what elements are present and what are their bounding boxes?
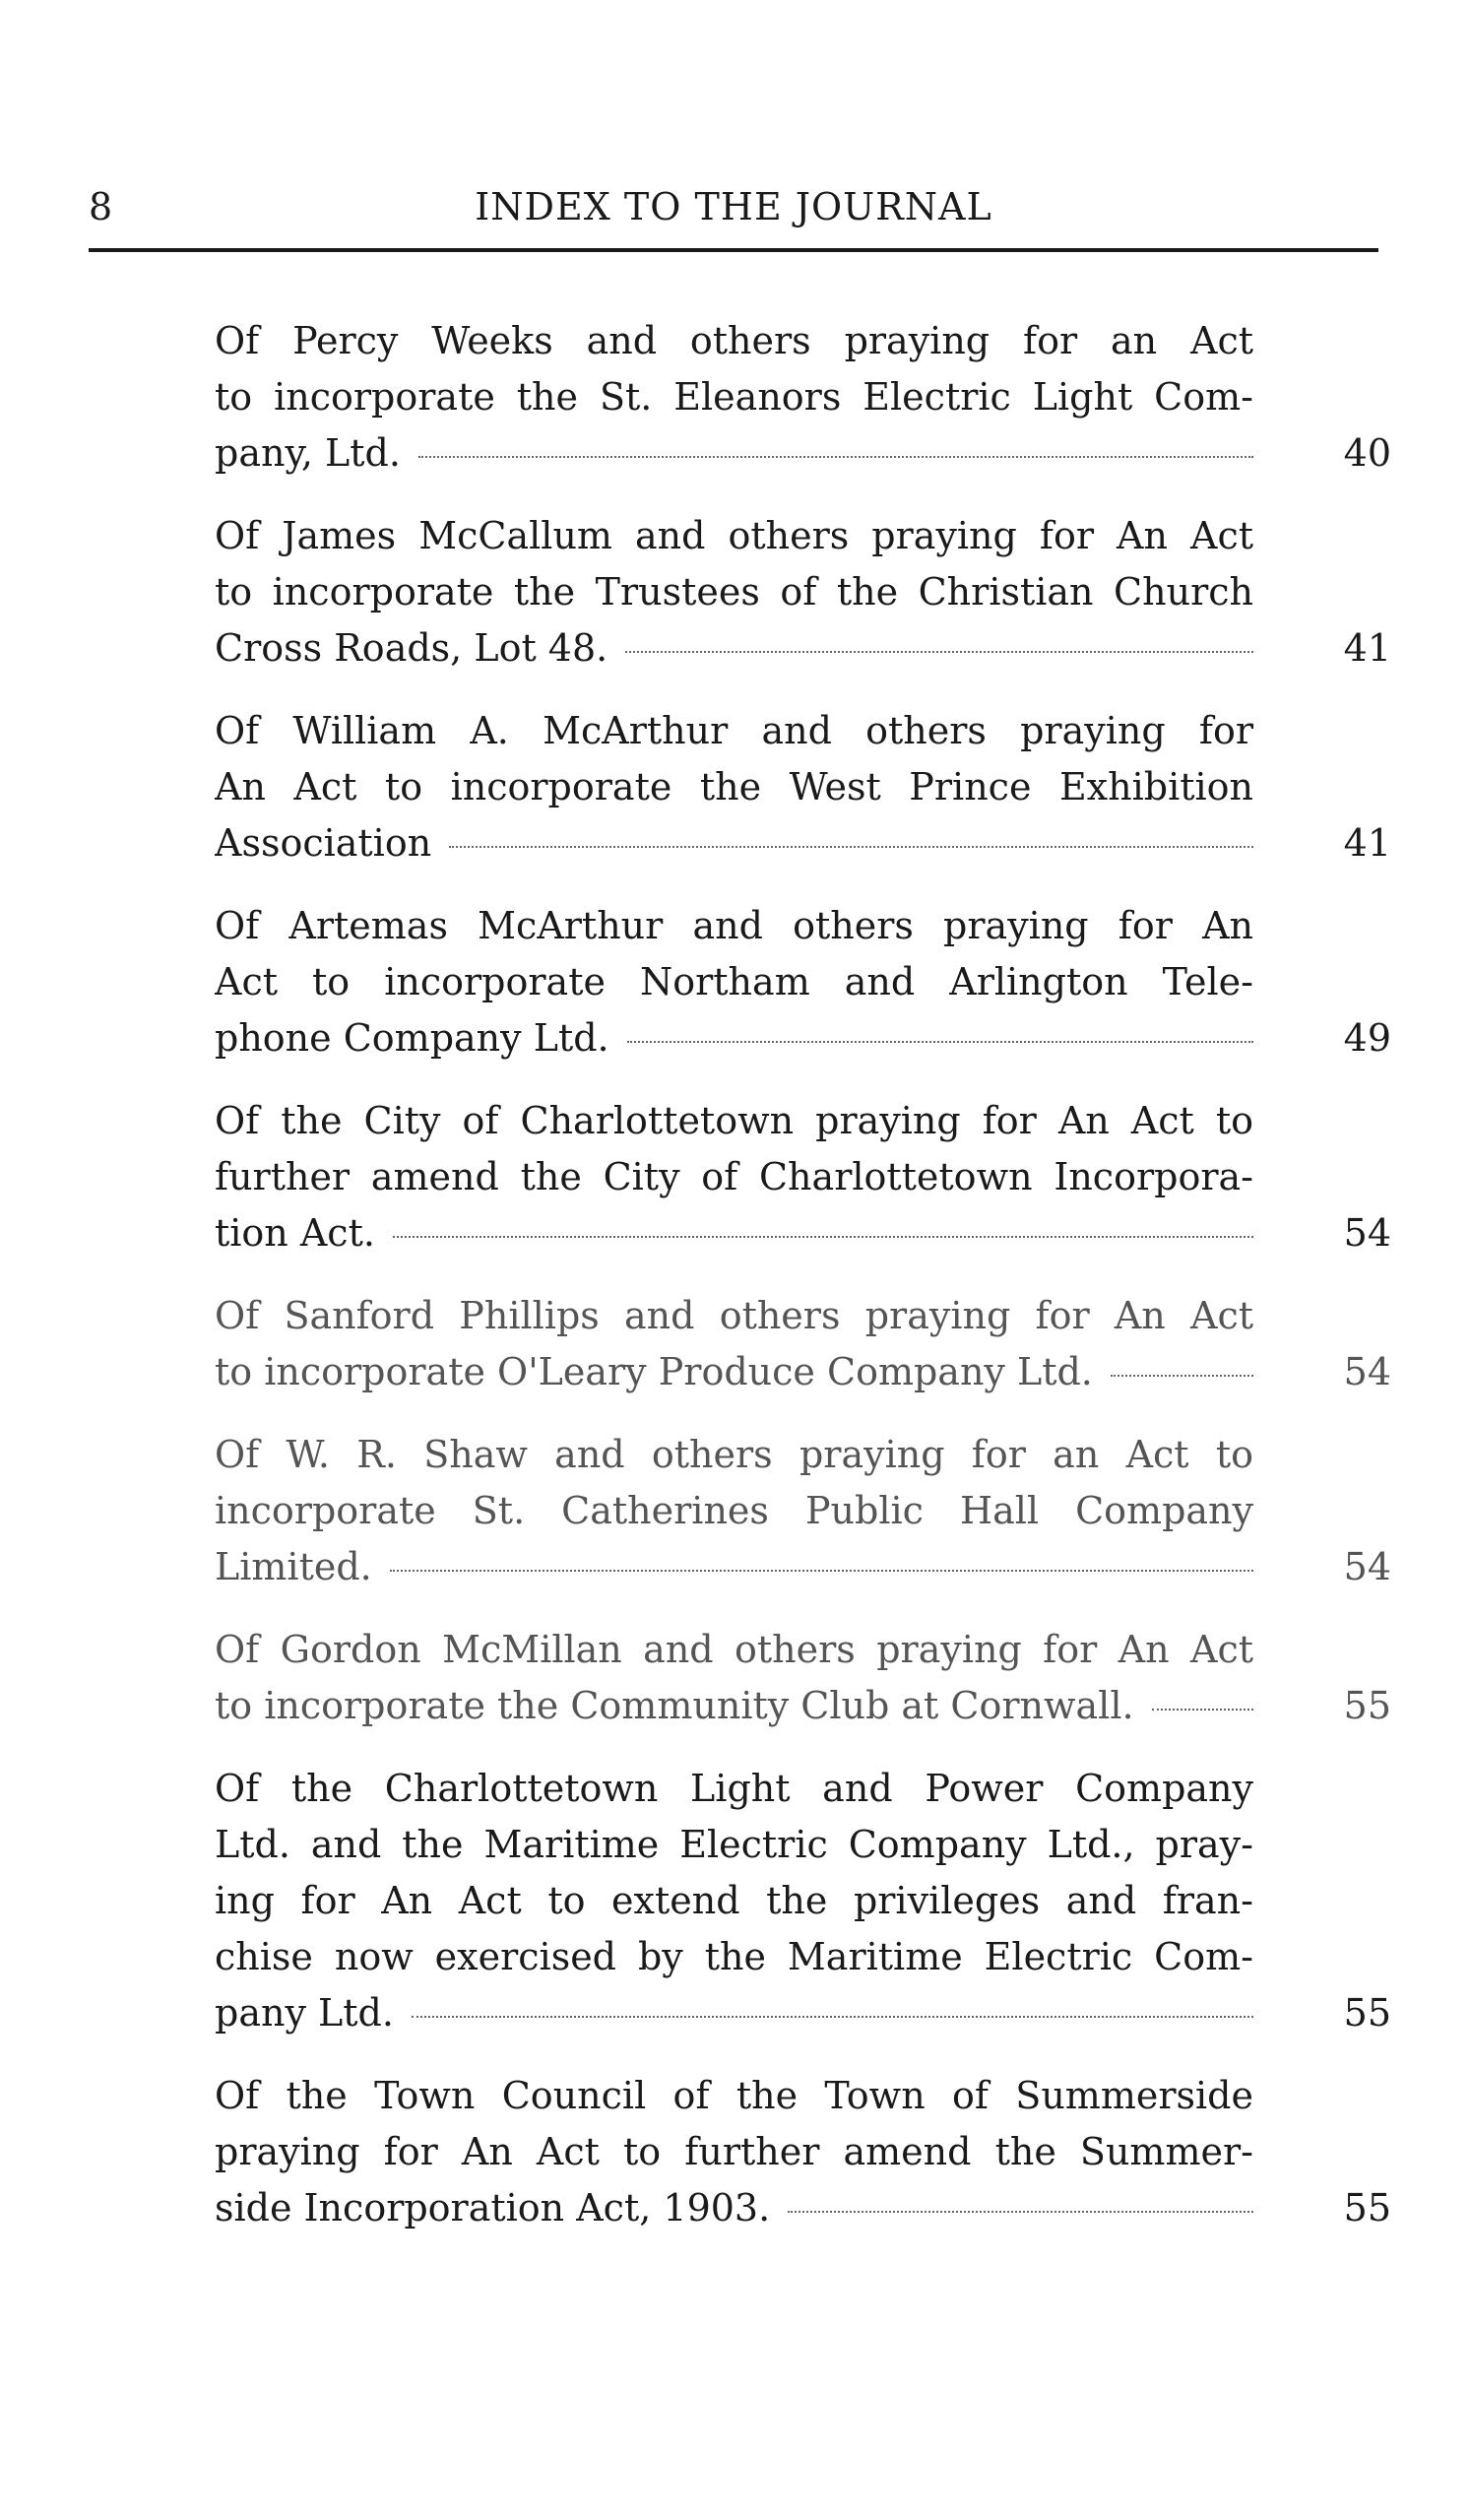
entry-line: Cross Roads, Lot 48. (215, 626, 608, 670)
index-entry (215, 313, 1391, 482)
entry-line: Of the City of Charlottetown praying for An Act to (215, 1099, 1253, 1142)
entry-line: An Act to incorporate the West Prince Exhibition (215, 765, 1253, 808)
entry-text (215, 898, 1253, 1066)
index-entries (215, 313, 1391, 2263)
dot-leader (1152, 1709, 1253, 1711)
entry-page-number: 54 (1343, 1350, 1391, 1393)
entry-line: tion Act. (215, 1211, 375, 1255)
entry-page-number: 55 (1343, 1991, 1391, 2035)
dot-leader (1111, 1375, 1253, 1377)
entry-line: chise now exercised by the Maritime Electric Com- (215, 1935, 1253, 1978)
entry-line: to incorporate the St. Eleanors Electric Light Com- (215, 375, 1253, 419)
dot-leader (627, 1041, 1253, 1043)
index-entry (215, 1288, 1391, 1400)
entry-line: Of Sanford Phillips and others praying for An Act (215, 1294, 1253, 1337)
index-entry (215, 1427, 1391, 1595)
header-rule (89, 248, 1378, 252)
entry-line: to incorporate O'Leary Produce Company Ltd. (215, 1350, 1093, 1393)
entry-line: Of the Charlottetown Light and Power Company (215, 1767, 1253, 1810)
index-entry (215, 508, 1391, 677)
dot-leader (393, 1236, 1253, 1238)
dot-leader (449, 846, 1253, 848)
index-entry (215, 2068, 1391, 2236)
entry-page-number: 54 (1343, 1211, 1391, 1255)
entry-line: pany, Ltd. (215, 431, 401, 475)
entry-line: Of the Town Council of the Town of Summerside (215, 2074, 1253, 2117)
entry-line: Of Percy Weeks and others praying for an Act (215, 319, 1253, 362)
index-entry (215, 898, 1391, 1066)
index-entry (215, 1622, 1391, 1734)
dot-leader (788, 2211, 1253, 2213)
entry-line: ing for An Act to extend the privileges and fran- (215, 1879, 1253, 1922)
entry-line: Ltd. and the Maritime Electric Company Ltd., pray- (215, 1823, 1253, 1866)
entry-page-number: 41 (1343, 626, 1391, 670)
dot-leader (418, 456, 1253, 458)
entry-page-number: 55 (1343, 2186, 1391, 2229)
entry-line: further amend the City of Charlottetown Incorpora- (215, 1155, 1253, 1198)
entry-text (215, 1622, 1253, 1734)
entry-text (215, 1761, 1253, 2041)
dot-leader (625, 651, 1253, 653)
page-number: 8 (89, 185, 113, 228)
dot-leader (390, 1570, 1253, 1572)
entry-text (215, 703, 1253, 872)
entry-page-number: 55 (1343, 1684, 1391, 1727)
entry-text (215, 1427, 1253, 1595)
entry-line: to incorporate the Trustees of the Christian Church (215, 570, 1253, 614)
running-title: INDEX TO THE JOURNAL (475, 185, 992, 228)
entry-line: incorporate St. Catherines Public Hall Company (215, 1489, 1253, 1532)
entry-page-number: 54 (1343, 1545, 1391, 1588)
entry-line: Association (215, 821, 432, 865)
entry-page-number: 40 (1343, 431, 1391, 475)
entry-line: side Incorporation Act, 1903. (215, 2186, 771, 2229)
entry-text (215, 2068, 1253, 2236)
dot-leader (412, 2016, 1253, 2018)
entry-text (215, 508, 1253, 677)
entry-page-number: 41 (1343, 821, 1391, 865)
entry-text (215, 313, 1253, 482)
index-entry (215, 703, 1391, 872)
entry-line: Limited. (215, 1545, 372, 1588)
entry-line: praying for An Act to further amend the Summer- (215, 2130, 1253, 2173)
index-entry (215, 1093, 1391, 1261)
entry-line: to incorporate the Community Club at Cornwall. (215, 1684, 1134, 1727)
entry-line: pany Ltd. (215, 1991, 394, 2035)
entry-line: phone Company Ltd. (215, 1016, 609, 1060)
entry-line: Of James McCallum and others praying for An Act (215, 514, 1253, 557)
entry-text (215, 1093, 1253, 1261)
entry-text (215, 1288, 1253, 1400)
entry-line: Act to incorporate Northam and Arlington Tele- (215, 960, 1253, 1003)
entry-line: Of Gordon McMillan and others praying for An Act (215, 1628, 1253, 1671)
entry-line: Of W. R. Shaw and others praying for an Act to (215, 1433, 1253, 1476)
index-entry (215, 1761, 1391, 2041)
entry-line: Of Artemas McArthur and others praying for An (215, 904, 1253, 947)
page-header (89, 177, 1378, 236)
entry-line: Of William A. McArthur and others praying for (215, 709, 1253, 752)
entry-page-number: 49 (1343, 1016, 1391, 1060)
